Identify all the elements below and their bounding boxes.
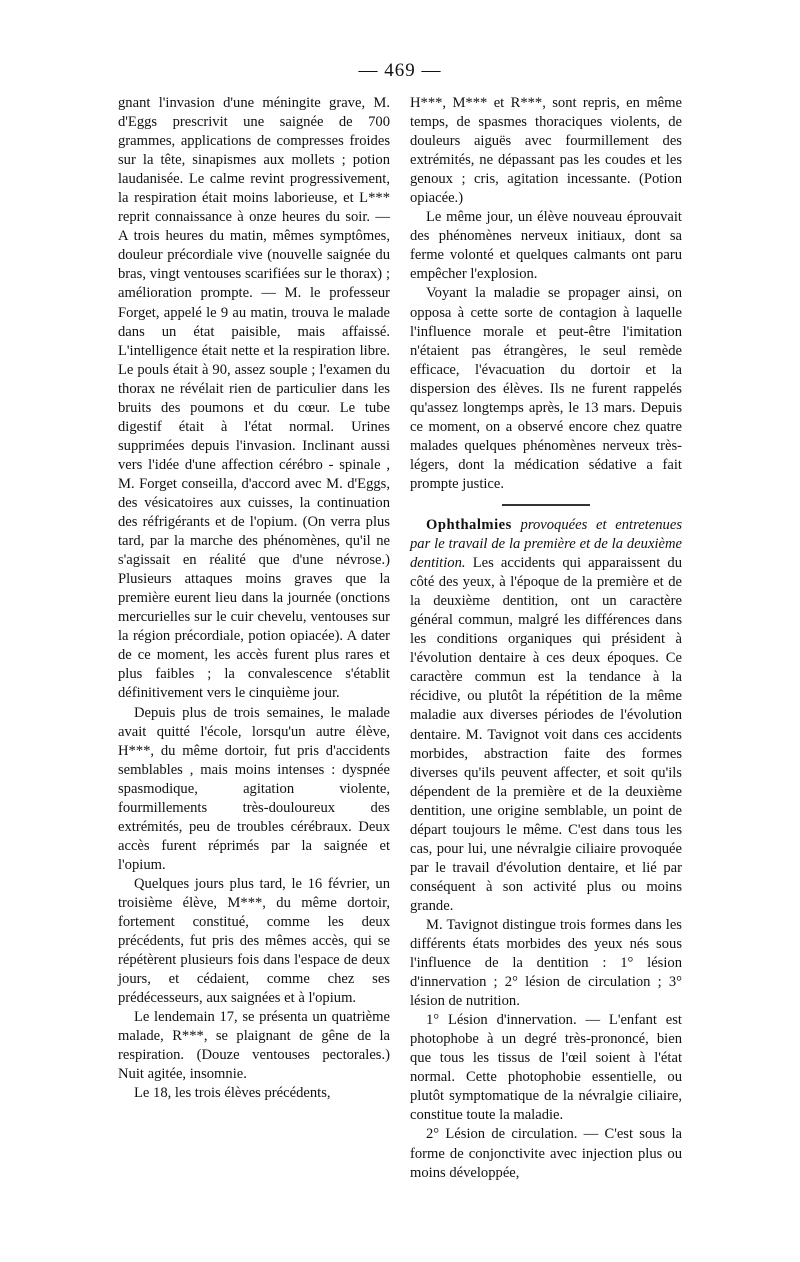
paragraph: gnant l'invasion d'une méningite grave, M. d'Eggs prescrivit une saignée de 700 grammes, applications de compresses froides sur la tête, sinapismes aux mollets ; potion laudanisée. Le calme revint progressivement, la respiration était moins laborieuse, et L*** reprit connaissance à onze heures du soir. — A trois heures du matin, mêmes symptômes, douleur précordiale vive (nouvelle saignée du bras, vingt ventouses scarifiées sur le thorax) ; amélioration prompte. — M. le professeur Forget, appelé le 9 au matin, trouva le malade dans un état paisible, mais affaissé. L'intelligence était nette et la respiration libre. Le pouls était à 90, assez souple ; l'examen du thorax ne révélait rien de particulier dans les bruits des poumons et du cœur. Le tube digestif était à l'état normal. Urines supprimées depuis l'invasion. Inclinant aussi vers l'idée d'une affection cérébro - spinale , M. Forget conseilla, d'accord avec M. d'Eggs, des vésicatoires aux cuisses, la continuation des réfrigérants et de l'opium. (On verra plus tard, par la marche des phénomènes, qu'il ne s'agissait en réalité que d'une névrose.) Plusieurs attaques moins graves que la première eurent lieu dans la journée (onctions mercurielles sur le cuir chevelu, ventouses sur la région précordiale, potion opiacée). A dater de ce moment, les accès furent plus rares et plus faibles ; la convalescence s'établit définitivement vers le cinquième jour. (118, 95, 390, 702)
right-column (410, 94, 682, 1183)
paragraph: Quelques jours plus tard, le 16 février, un troisième élève, M***, du même dortoir, fortement constitué, comme les deux précédents, fut pris des mêmes accès, qui se répétèrent plusieurs fois dans l'espace de deux jours, et cédaient, comme chez ses prédécesseurs, aux saignées et à l'opium. (118, 875, 390, 1007)
paragraph: Le même jour, un élève nouveau éprouvait des phénomènes nerveux initiaux, dont sa ferme volonté et quelques calmants ont paru empêcher l'explosion. (410, 209, 682, 283)
paragraph: Depuis plus de trois semaines, le malade avait quitté l'école, lorsqu'un autre élève, H***, du même dortoir, fut pris d'accidents semblables , mais moins intenses : dyspnée spasmodique, agitation violente, fourmillements très-douloureux des extrémités, peu de troubles cérébraux. Deux accès furent réprimés par la saignée et l'opium. (118, 704, 390, 873)
page-number: — 469 — (358, 60, 442, 81)
paragraph: 2° Lésion de circulation. — C'est sous la forme de conjonctivite avec injection plus ou moins développée, (410, 1126, 682, 1181)
paragraph: Le lendemain 17, se présenta un quatrième malade, R***, se plaignant de gêne de la respiration. (Douze ventouses pectorales.) Nuit agitée, insomnie. (118, 1009, 390, 1083)
left-column (118, 94, 390, 1103)
section-subtitle: provoquées et entretenues par le travail de la première et de la deuxième dentition. (410, 516, 682, 572)
section-body: Les accidents qui apparaissent du côté des yeux, à l'époque de la première et de la deuxième dentition, ont un caractère général commun, malgré les différences dans les conditions organiques qui président à l'évolution dentaire à ces deux époques. Ce caractère commun est la tendance à la récidive, ou plutôt la répétition de la même maladie aux diverses périodes de l'évolution dentaire. M. Tavignot voit dans ces accidents morbides, abstraction faite des formes diverses qu'ils peuvent affecter, et soit qu'ils dépendent de la première et de la deuxième dentition, une origine semblable, un point de départ toujours le même. C'est dans tous les cas, pour lui, une névralgie ciliaire provoquée par le travail d'évolution dentaire, et lié par conséquent à son activité plus ou moins grande. (410, 555, 683, 914)
paragraph: Le 18, les trois élèves précédents, (134, 1085, 331, 1102)
paragraph: H***, M*** et R***, sont repris, en même temps, de spasmes thoraciques violents, de douleurs aiguës avec fourmillement des extrémités, ne dépassant pas les coudes et les genoux ; cris, agitation incessante. (Potion opiacée.) (410, 95, 682, 207)
section-heading: Ophthalmies (426, 516, 512, 533)
paragraph: 1° Lésion d'innervation. — L'enfant est photophobe à un degré très-prononcé, bien que tous les tissus de l'œil soient à l'état normal. Cette photophobie essentielle, ou plutôt symptomatique de la névralgie ciliaire, constitue toute la maladie. (410, 1012, 682, 1124)
paragraph: M. Tavignot distingue trois formes dans les différents états morbides des yeux nés sous l'influence de la dentition : 1° lésion d'innervation ; 2° lésion de circulation ; 3° lésion de nutrition. (410, 916, 682, 1010)
section-divider (502, 504, 590, 506)
paragraph: Voyant la maladie se propager ainsi, on opposa à cette sorte de contagion à laquelle l'influence morale et peut-être l'imitation n'étaient pas étrangères, le seul remède efficace, l'évacuation du dortoir et la dispersion des élèves. Ils ne furent rappelés qu'assez longtemps après, le 13 mars. Depuis ce moment, on a observé encore chez quatre malades quelques phénomènes nerveux très-légers, dont la médication sédative a fait prompte justice. (410, 285, 682, 492)
section-intro (410, 516, 682, 916)
